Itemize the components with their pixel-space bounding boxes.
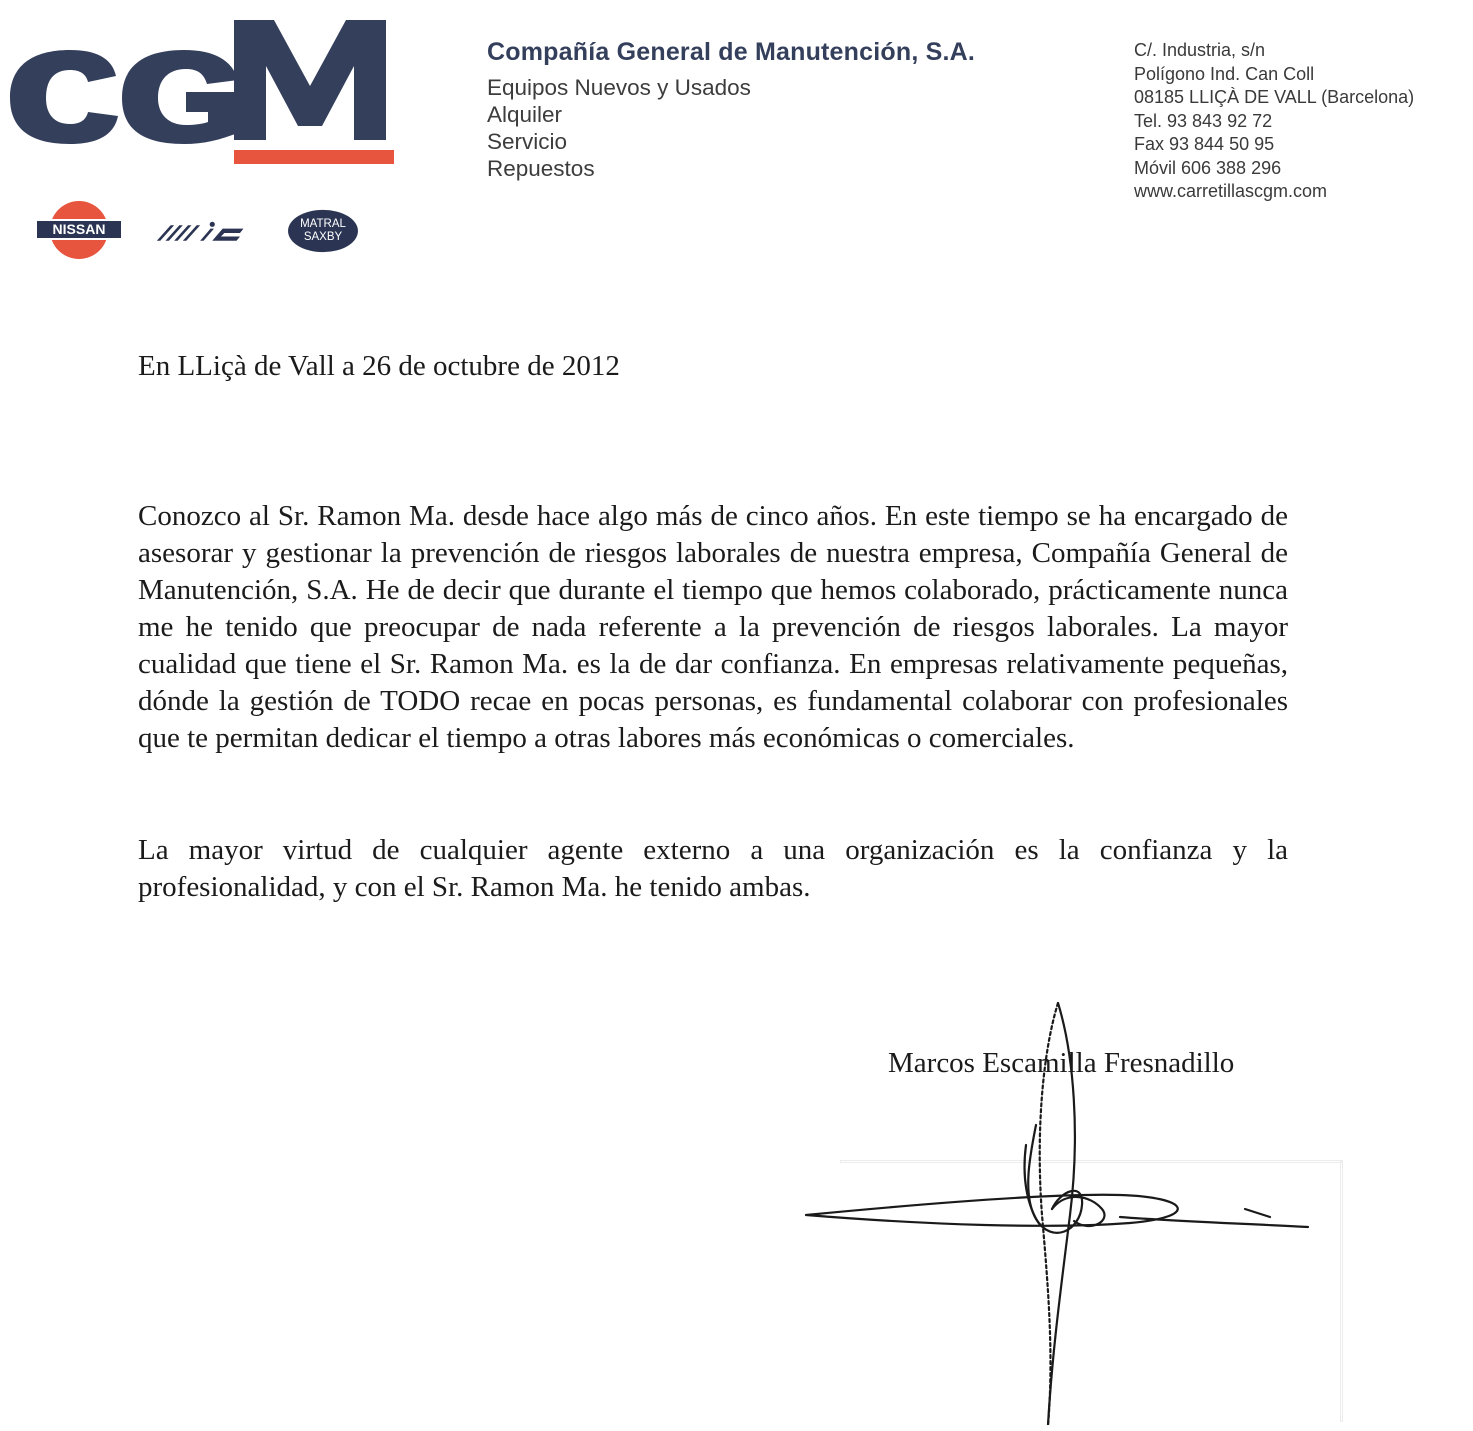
cgm-logo: [4, 14, 404, 164]
address-street: C/. Industria, s/n: [1134, 40, 1266, 60]
address-industrial-estate: Polígono Ind. Can Coll: [1134, 63, 1315, 84]
service-item: Alquiler: [487, 102, 563, 127]
scan-artifact: [1340, 1160, 1343, 1422]
service-item: Servicio: [487, 129, 568, 154]
website-link[interactable]: www.carretillascgm.com: [1134, 181, 1328, 201]
fax-number: Fax 93 844 50 95: [1134, 134, 1275, 154]
matral-saxby-logo-text: MATRAL SAXBY: [300, 218, 346, 243]
address-city: 08185 LLIÇÀ DE VALL (Barcelona): [1134, 87, 1415, 107]
signer-name: Marcos Escamilla Fresnadillo: [888, 1047, 1235, 1079]
scan-artifact: [840, 1160, 1342, 1163]
letter-date: En LLiçà de Vall a 26 de octubre de 2012: [138, 350, 620, 382]
service-item: Repuestos: [487, 156, 595, 181]
letter-paragraph: Conozco al Sr. Ramon Ma. desde hace algo más de cinco años. En este tiempo se ha encargado de asesorar y gestionar la prevención de riesgos laborales de nuestra empresa, Compañía General de Manutención, S.A. He de decir que durante el tiempo que hemos colaborado, prácticamente nunca me he tenido que preocupar de nada referente a la prevención de riesgos laborales. La mayor cualidad que tiene el Sr. Ramon Ma. es la de dar confianza. En empresas relativamente pequeñas, dónde la gestión de TODO recae en pocas personas, es fundamental colaborar con profesionales que te permitan dedicar el tiempo a otras labores más económicas o comerciales.: [138, 500, 1288, 754]
company-name: Compañía General de Manutención, S.A.: [487, 38, 976, 66]
contact-address: [1134, 39, 1414, 204]
mic-logo: [148, 220, 254, 246]
service-item: Equipos Nuevos y Usados: [487, 75, 751, 100]
nissan-logo-text: NISSAN: [52, 221, 106, 237]
mobile-number: Móvil 606 388 296: [1134, 157, 1282, 178]
letter-paragraph: La mayor virtud de cualquier agente externo a una organización es la confianza y la profesionalidad, y con el Sr. Ramon Ma. he tenido ambas.: [138, 834, 1288, 903]
phone-number: Tel. 93 843 92 72: [1134, 110, 1273, 131]
services-list: [487, 74, 751, 182]
